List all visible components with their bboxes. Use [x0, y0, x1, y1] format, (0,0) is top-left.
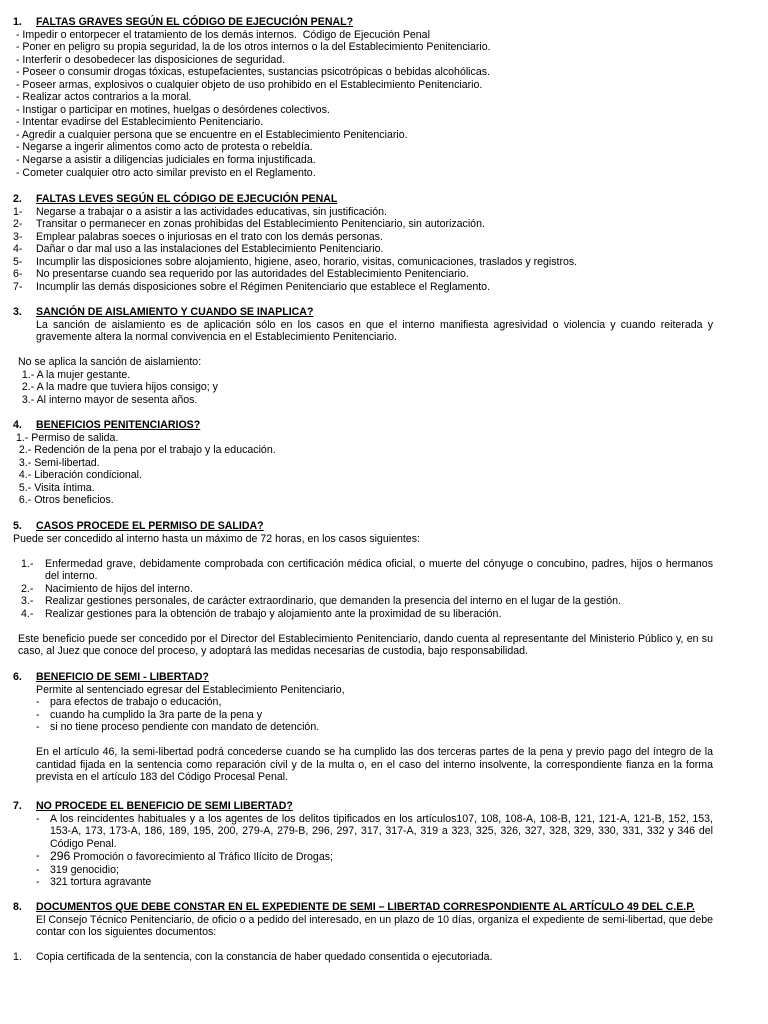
- semi-libertad-closing: En el artículo 46, la semi-libertad podrá concederse cuando se ha cumplido las dos terceras partes de la pena y previo pago del íntegro de la cantidad fijada en la sentencia como reparación civil y de la multa o, en el caso del interno insolvente, la correspondiente fianza en la forma prevista en el artículo 183 del Código Procesal Penal.: [36, 746, 713, 784]
- list-item: 4.- Liberación condicional.: [13, 469, 142, 482]
- list-text: 321 tortura agravante: [50, 876, 152, 889]
- section-title: FALTAS LEVES SEGÚN EL CÓDIGO DE EJECUCIÓN PENAL: [36, 193, 338, 205]
- list-item: - Poseer armas, explosivos o cualquier objeto de uso prohibido en el Establecimiento Penitenciario.: [13, 78, 483, 91]
- list-item: - Negarse a ingerir alimentos como acto de protesta o rebeldía.: [13, 141, 313, 154]
- list-item: - Negarse a asistir a diligencias judiciales en forma injustificada.: [13, 154, 316, 167]
- list-item: 3.- Al interno mayor de sesenta años.: [16, 393, 198, 406]
- faltas-graves-list: [13, 29, 713, 180]
- section-heading: 5. CASOS PROCEDE EL PERMISO DE SALIDA?: [13, 520, 264, 532]
- list-item: [13, 876, 713, 889]
- list-item: [13, 608, 713, 621]
- section-heading: 8. DOCUMENTOS QUE DEBE CONSTAR EN EL EXPEDIENTE DE SEMI – LIBERTAD CORRESPONDIENTE AL ARTÍCULO 49 DEL C.E.P.: [13, 901, 713, 914]
- list-item: 2.- Redención de la pena por el trabajo y la educación.: [13, 444, 276, 457]
- section-heading: 6. BENEFICIO DE SEMI - LIBERTAD?: [13, 671, 209, 683]
- permiso-cases-list: [13, 558, 713, 621]
- faltas-leves-list: [13, 206, 713, 294]
- section-faltas-leves: [13, 193, 713, 293]
- list-item: [13, 721, 713, 734]
- list-marker: 6-: [13, 268, 23, 281]
- list-item: - Realizar actos contrarios a la moral.: [13, 91, 192, 104]
- list-text: Incumplir las demás disposiciones sobre el Régimen Penitenciario que establece el Reglamento.: [36, 280, 491, 293]
- list-marker: -: [36, 812, 40, 825]
- section-semi-libertad: [13, 671, 713, 784]
- list-text: No presentarse cuando sea requerido por las autoridades del Establecimiento Penitenciario.: [36, 268, 469, 281]
- section-heading: 7. NO PROCEDE EL BENEFICIO DE SEMI LIBERTAD?: [13, 800, 293, 812]
- beneficios-list: [13, 432, 713, 507]
- list-item: [13, 583, 713, 596]
- list-item: [13, 218, 713, 231]
- list-item: 2.- A la madre que tuviera hijos consigo; y: [16, 381, 218, 394]
- list-text: Emplear palabras soeces o injuriosas en el trato con los demás personas.: [36, 230, 383, 243]
- list-item: [13, 206, 713, 219]
- list-item: [13, 696, 713, 709]
- list-item: - Instigar o participar en motines, huelgas o desórdenes colectivos.: [13, 103, 330, 116]
- aislamiento-intro: No se aplica la sanción de aislamiento:: [18, 356, 202, 369]
- list-marker: -: [36, 876, 40, 889]
- list-marker: -: [36, 850, 40, 863]
- list-item: [13, 256, 713, 269]
- list-text: Nacimiento de hijos del interno.: [45, 582, 193, 595]
- list-item: [13, 864, 713, 877]
- list-item: [13, 558, 713, 583]
- list-item: [13, 243, 713, 256]
- list-item: - Poner en peligro su propia seguridad, la de los otros internos o la del Establecimiento Penitenciario.: [13, 41, 491, 54]
- list-item: [13, 231, 713, 244]
- aislamiento-paragraph: La sanción de aislamiento es de aplicación sólo en los casos en que el interno manifiesta agresividad o violencia y cuando reiterada y gravemente altera la normal convivencia en el Establecimiento Penitenciario.: [36, 318, 713, 344]
- list-text: para efectos de trabajo o educación,: [50, 696, 222, 709]
- list-item: - Interferir o desobedecer las disposiciones de seguridad.: [13, 53, 286, 66]
- list-item: [13, 709, 713, 722]
- list-item: 1.- Permiso de salida.: [13, 431, 119, 444]
- list-text: Transitar o permanecer en zonas prohibidas del Establecimiento Penitenciario, sin autorización.: [36, 218, 485, 231]
- list-item: [13, 813, 713, 851]
- list-item: [13, 595, 713, 608]
- section-title: SANCIÓN DE AISLAMIENTO Y CUANDO SE INAPLICA?: [36, 306, 314, 318]
- list-text: Dañar o dar mal uso a las instalaciones del Establecimiento Penitenciario.: [36, 243, 384, 256]
- list-item: - Impedir o entorpecer el tratamiento de los demás internos. Código de Ejecución Penal: [13, 28, 430, 41]
- list-item: - Agredir a cualquier persona que se encuentre en el Establecimiento Penitenciario.: [13, 128, 408, 141]
- list-item: 3.- Semi-libertad.: [13, 456, 100, 469]
- list-marker: -: [36, 721, 40, 734]
- list-item: [13, 281, 713, 294]
- list-marker: -: [36, 863, 40, 876]
- semi-libertad-conditions-list: [13, 696, 713, 734]
- documentos-paragraph: El Consejo Técnico Penitenciario, de oficio o a pedido del interesado, en un plazo de 10 días, organiza el expediente de semi-libertad, que debe contar con los siguientes documentos:: [36, 913, 713, 939]
- section-heading: 2. FALTAS LEVES SEGÚN EL CÓDIGO DE EJECUCIÓN PENAL: [13, 193, 338, 205]
- aislamiento-exceptions-list: [13, 369, 713, 407]
- section-heading: 1. FALTAS GRAVES SEGÚN EL CÓDIGO DE EJECUCIÓN PENAL?: [13, 16, 354, 28]
- section-heading: 3. SANCIÓN DE AISLAMIENTO Y CUANDO SE INAPLICA?: [13, 306, 314, 318]
- semi-libertad-intro: Permite al sentenciado egresar del Establecimiento Penitenciario,: [36, 683, 345, 696]
- list-marker: 1.-: [21, 557, 34, 570]
- documentos-list: [13, 951, 713, 964]
- list-marker: -: [36, 708, 40, 721]
- list-text: [50, 850, 713, 864]
- section-beneficios: [13, 419, 713, 507]
- section-permiso-salida: [13, 520, 713, 658]
- permiso-intro: Puede ser concedido al interno hasta un máximo de 72 horas, en los casos siguientes:: [13, 532, 420, 545]
- permiso-closing: Este beneficio puede ser concedido por el Director del Establecimiento Penitenciario, dando cuenta al representante del Ministerio Público y, en su caso, al Juez que conoce del proceso, y adoptará las medidas necesarias de custodia, bajo responsabilidad.: [18, 632, 713, 658]
- section-title: BENEFICIO DE SEMI - LIBERTAD?: [36, 671, 209, 683]
- section-heading: 4. BENEFICIOS PENITENCIARIOS?: [13, 419, 201, 431]
- list-item: - Intentar evadirse del Establecimiento Penitenciario.: [13, 116, 264, 129]
- section-documentos: [13, 901, 713, 964]
- list-marker: -: [36, 696, 40, 709]
- list-text: 319 genocidio;: [50, 863, 119, 876]
- list-marker: 5-: [13, 255, 23, 268]
- section-title: NO PROCEDE EL BENEFICIO DE SEMI LIBERTAD?: [36, 800, 293, 812]
- list-item: [13, 850, 713, 864]
- list-text: Copia certificada de la sentencia, con la constancia de haber quedado consentida o ejecutoriada.: [36, 951, 493, 964]
- list-item: - Poseer o consumir drogas tóxicas, estupefacientes, sustancias psicotrópicas o bebidas alcohólicas.: [13, 66, 490, 79]
- list-marker: 4.-: [21, 607, 34, 620]
- list-marker: 4-: [13, 243, 23, 256]
- list-text: Realizar gestiones personales, de carácter extraordinario, que demanden la presencia del interno en el lugar de la gestión.: [45, 595, 621, 608]
- section-title: CASOS PROCEDE EL PERMISO DE SALIDA?: [36, 520, 264, 532]
- section-no-procede: [13, 800, 713, 889]
- list-text: Enfermedad grave, debidamente comprobada con certificación médica oficial, o muerte del cónyuge o concubino, padres, hijos o hermanos del interno.: [45, 557, 713, 583]
- section-aislamiento: [13, 306, 713, 406]
- list-text: Negarse a trabajar o a asistir a las actividades educativas, sin justificación.: [36, 205, 387, 218]
- section-title: FALTAS GRAVES SEGÚN EL CÓDIGO DE EJECUCIÓN PENAL?: [36, 16, 354, 28]
- section-title: DOCUMENTOS QUE DEBE CONSTAR EN EL EXPEDIENTE DE SEMI – LIBERTAD CORRESPONDIENTE AL ARTÍCULO 49 DEL C.E.P.: [36, 901, 695, 913]
- section-faltas-graves: [13, 16, 713, 179]
- list-text: Incumplir las disposiciones sobre alojamiento, higiene, aseo, horario, visitas, comunicaciones, traslados y registros.: [36, 255, 578, 268]
- no-procede-list: [13, 813, 713, 889]
- list-marker: 2.-: [21, 582, 34, 595]
- list-lead: 296: [50, 849, 71, 864]
- list-marker: 1-: [13, 205, 23, 218]
- list-text: si no tiene proceso pendiente con mandato de detención.: [50, 721, 320, 734]
- list-item: 1.- A la mujer gestante.: [16, 368, 131, 381]
- list-item: - Cometer cualquier otro acto similar previsto en el Reglamento.: [13, 166, 316, 179]
- list-text: Realizar gestiones para la obtención de trabajo y alojamiento ante la proximidad de su liberación.: [45, 607, 502, 620]
- list-marker: 2-: [13, 218, 23, 231]
- list-marker: 3.-: [21, 595, 34, 608]
- list-item: [13, 951, 713, 964]
- list-marker: 7-: [13, 280, 23, 293]
- list-text-rest: Promoción o favorecimiento al Tráfico Ilícito de Drogas;: [70, 851, 333, 864]
- list-marker: 1.: [13, 951, 22, 964]
- list-item: 6.- Otros beneficios.: [13, 494, 114, 507]
- section-title: BENEFICIOS PENITENCIARIOS?: [36, 419, 201, 431]
- list-marker: 3-: [13, 230, 23, 243]
- list-item: 5.- Visita íntima.: [13, 481, 95, 494]
- list-item: [13, 268, 713, 281]
- list-text: cuando ha cumplido la 3ra parte de la pena y: [50, 708, 263, 721]
- list-text: A los reincidentes habituales y a los agentes de los delitos tipificados en los artículos107, 108, 108-A, 108-B, 121, 121-A, 121-B, 152, 153, 153-A, 173, 173-A, 186, 189, 195, 200, 279-A, 279-B, 296, 297, 317, 317-A, 319 a 323, 325, 326, 327, 328, 329, 330, 331, 332 y 346 del Código Penal.: [50, 812, 713, 850]
